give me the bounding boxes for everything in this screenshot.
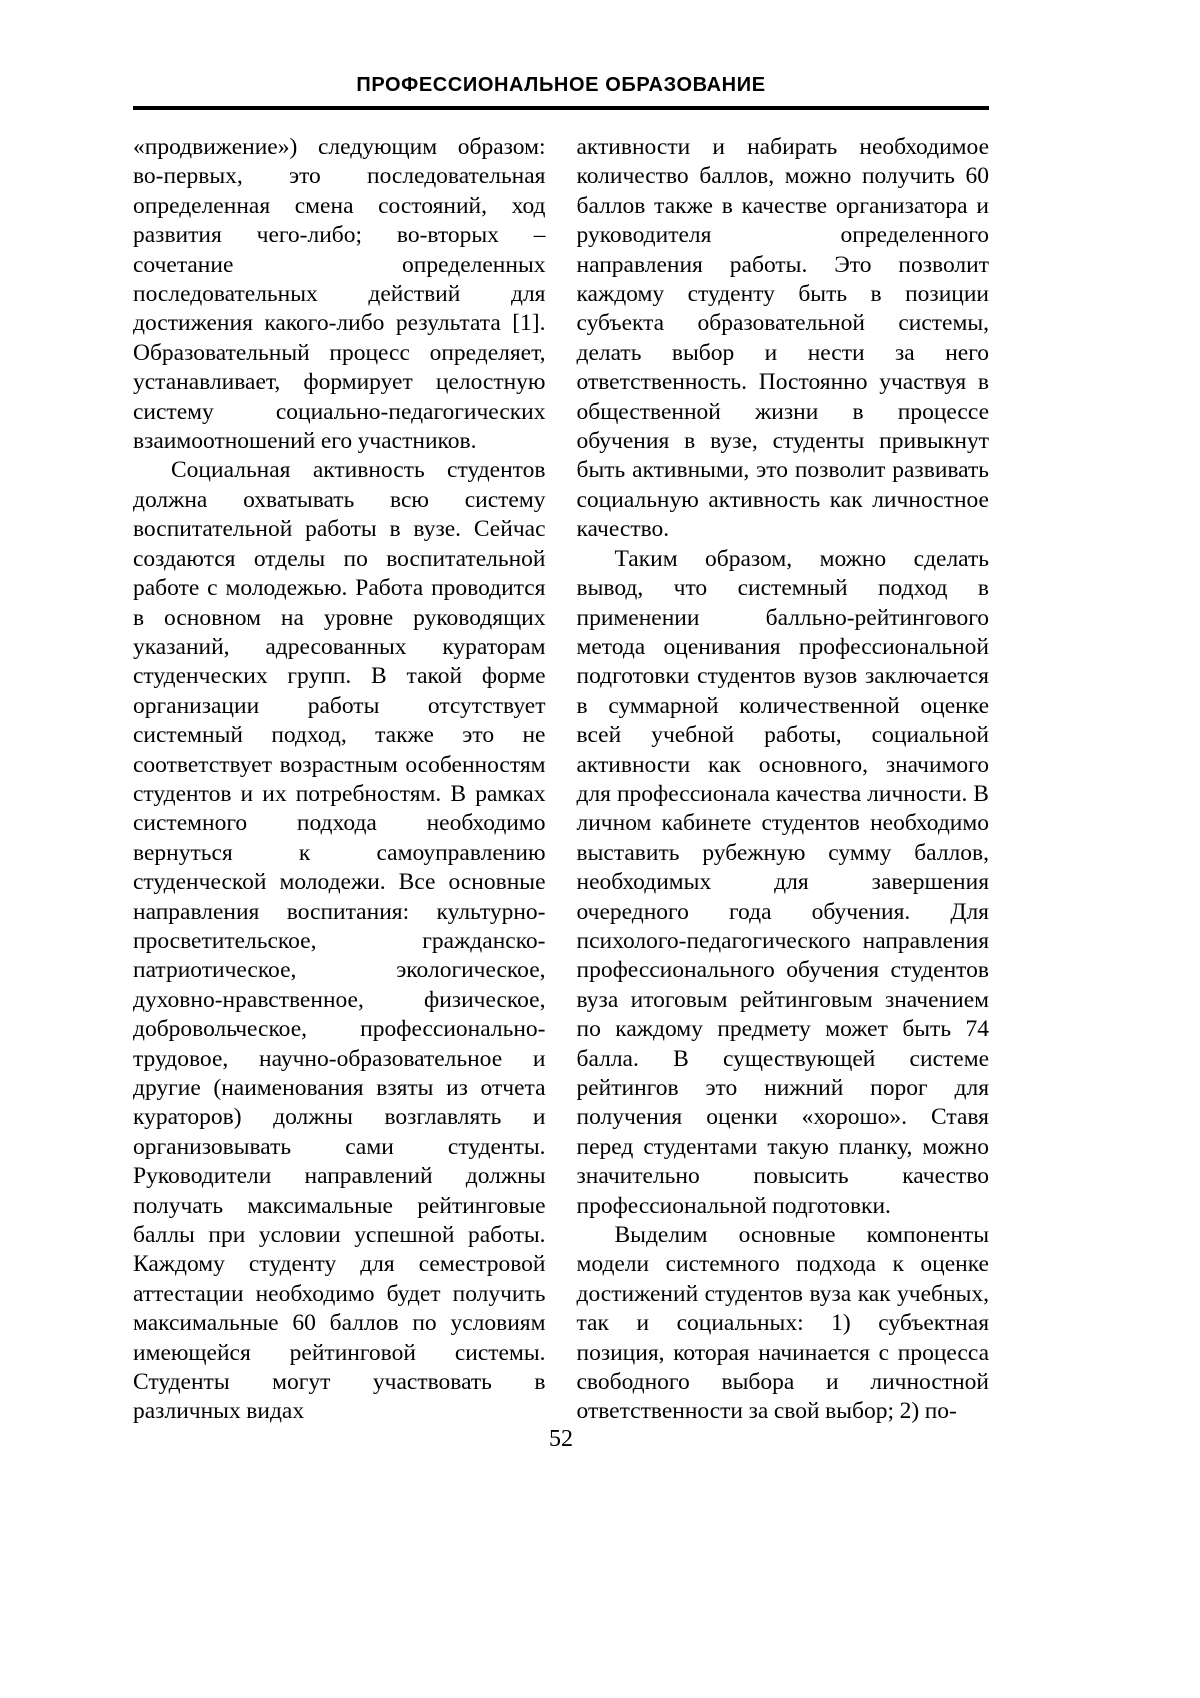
text-block bbox=[133, 0, 989, 1698]
paragraph: Социальная активность студентов должна охватывать всю систему воспитательной работы в вузе. Сейчас создаются отделы по воспитательной работе с молодежью. Работа проводится в основном на уровне руководящих указаний, адресованных кураторам студенческих групп. В такой форме организации работы отсутствует системный подход, также это не соответствует возрастным особенностям студентов и их потребностям. В рамках системного подхода необходимо вернуться к самоуправлению студенческой молодежи. Все основные направления воспитания: культурно-просветительское, гражданско-патриотическое, экологическое, духовно-нравственное, физическое, добровольческое, профессионально-трудовое, научно-образовательное и другие (наименования взяты из отчета кураторов) должны возглавлять и организовывать сами студенты. Руководители направлений должны получать максимальные рейтинговые баллы при условии успешной работы. Каждому студенту для семестровой аттестации необходимо будет получить максимальные 60 баллов по условиям имеющейся рейтинговой системы. Студенты могут участвовать в различных видах bbox=[133, 457, 546, 1425]
text-columns bbox=[133, 133, 989, 1425]
paragraph: Выделим основные компоненты модели системного подхода к оценке достижений студентов вуза как учебных, так и социальных: 1) субъектная позиция, которая начинается с процесса свободного выбора и личностной ответственности за свой выбор; 2) по- bbox=[576, 1222, 989, 1425]
paragraph: Таким образом, можно сделать вывод, что системный подход в применении балльно-рейтингового метода оценивания профессиональной подготовки студентов вузов заключается в суммарной количественной оценке всей учебной работы, социальной активности как основного, значимого для профессионала качества личности. В личном кабинете студентов необходимо выставить рубежную сумму баллов, необходимых для завершения очередного года обучения. Для психолого-педагогического направления профессионального обучения студентов вуза итоговым рейтинговым значением по каждому предмету может быть 74 балла. В существующей системе рейтингов это нижний порог для получения оценки «хорошо». Ставя перед студентами такую планку, можно значительно повысить качество профессиональной подготовки. bbox=[576, 545, 989, 1219]
paragraph-continuation: «продвижение») следующим образом: во-первых, это последовательная определенная смена состояний, ход развития чего-либо; во-вторых – сочетание определенных последовательных действий для достижения какого-либо результата [1]. Образовательный процесс определяет, устанавливает, формирует целостную систему социально-педагогических взаимоотношений его участников. bbox=[133, 134, 546, 455]
running-head: ПРОФЕССИОНАЛЬНОЕ ОБРАЗОВАНИЕ bbox=[356, 74, 766, 96]
page-number: 52 bbox=[549, 1426, 573, 1452]
right-column bbox=[577, 133, 990, 1425]
header-rule bbox=[133, 106, 989, 110]
paragraph-continuation: активности и набирать необходимое количество баллов, можно получить 60 баллов также в качестве организатора и руководителя определенного направления работы. Это позволит каждому студенту быть в позиции субъекта образовательной системы, делать выбор и нести за него ответственность. Постоянно участвуя в общественной жизни в процессе обучения в вузе, студенты привыкнут быть активными, это позволит развивать социальную активность как личностное качество. bbox=[576, 134, 989, 543]
left-column bbox=[133, 133, 546, 1425]
